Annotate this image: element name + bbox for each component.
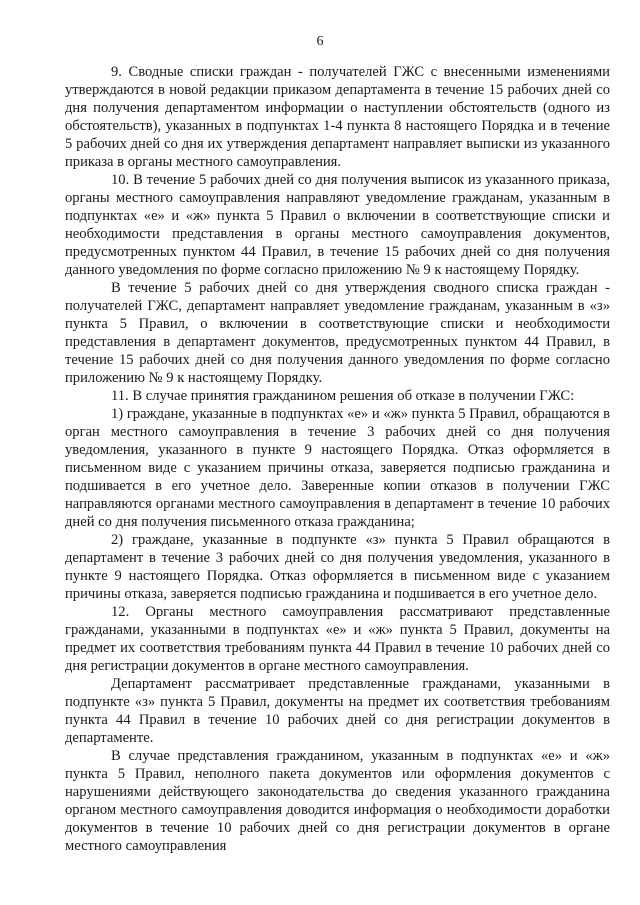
paragraph-9: 9. Сводные списки граждан - получателей ГЖС с внесенными изменениями утверждаются в новой редакции приказом департамента в течение 15 рабочих дней со дня получения департаментом информации о наступлении обстоятельств (одного из обстоятельств), указанных в подпунктах 1-4 пункта 8 настоящего Порядка и в течение 5 рабочих дней со дня их утверждения департамент направляет выписки из указанного приказа в органы местного самоуправления. [65, 64, 610, 170]
paragraph-12: 12. Органы местного самоуправления рассматривают представленные гражданами, указанными в подпунктах «е» и «ж» пункта 5 Правил, документы на предмет их соответствия требованиям пункта 44 Правил в течение 10 рабочих дней со дня регистрации документов в органе местного самоуправления. [65, 604, 610, 674]
paragraph-12-department: Департамент рассматривает представленные гражданами, указанными в подпункте «з» пункта 5 Правил, документы на предмет их соответствия требованиям пункта 44 Правил в течение 10 рабочих дней со дня регистрации документов в департаменте. [65, 676, 610, 746]
document-body [65, 63, 610, 855]
paragraph-11-item-1: 1) граждане, указанные в подпунктах «е» и «ж» пункта 5 Правил, обращаются в орган местного самоуправления в течение 3 рабочих дней со дня получения уведомления, указанного в пункте 9 настоящего Порядка. Отказ оформляется в письменном виде с указанием причины отказа, заверяется подписью гражданина и подшивается в его учетное дело. Заверенные копии отказов в получении ГЖС направляются органами местного самоуправления в департамент в течение 10 рабочих дней со дня получения письменного отказа гражданина; [65, 406, 610, 530]
paragraph-11: 11. В случае принятия гражданином решения об отказе в получении ГЖС: [111, 388, 575, 404]
paragraph-11-item-2: 2) граждане, указанные в подпункте «з» пункта 5 Правил обращаются в департамент в течение 3 рабочих дней со дня получения уведомления, указанного в пункте 9 настоящего Порядка. Отказ оформляется в письменном виде с указанием причины отказа, заверяется подписью гражданина и подшивается в его учетное дело. [65, 532, 610, 602]
paragraph-10: 10. В течение 5 рабочих дней со дня получения выписок из указанного приказа, органы местного самоуправления направляют уведомление гражданам, указанным в подпунктах «е» и «ж» пункта 5 Правил о включении в соответствующие списки и необходимости представления в органы местного самоуправления документов, предусмотренных пунктом 44 Правил, в течение 15 рабочих дней со дня получения данного уведомления по форме согласно приложению № 9 к настоящему Порядку. [65, 172, 610, 278]
paragraph-10-continuation: В течение 5 рабочих дней со дня утверждения сводного списка граждан - получателей ГЖС, департамент направляет уведомление гражданам, указанным в «з» пункта 5 Правил, о включении в соответствующие списки и необходимости представления в департамент документов, предусмотренных пунктом 44 Правил, в течение 15 рабочих дней со дня получения данного уведомления по форме согласно приложению № 9 к настоящему Порядку. [65, 280, 610, 386]
paragraph-12-incomplete-documents: В случае представления гражданином, указанным в подпунктах «е» и «ж» пункта 5 Правил, неполного пакета документов или оформления документов с нарушениями действующего законодательства до сведения указанного гражданина органом местного самоуправления доводится информация о необходимости доработки документов в течение 10 рабочих дней со дня регистрации документов в органе местного самоуправления [65, 748, 610, 854]
page-number: 6 [316, 34, 324, 49]
